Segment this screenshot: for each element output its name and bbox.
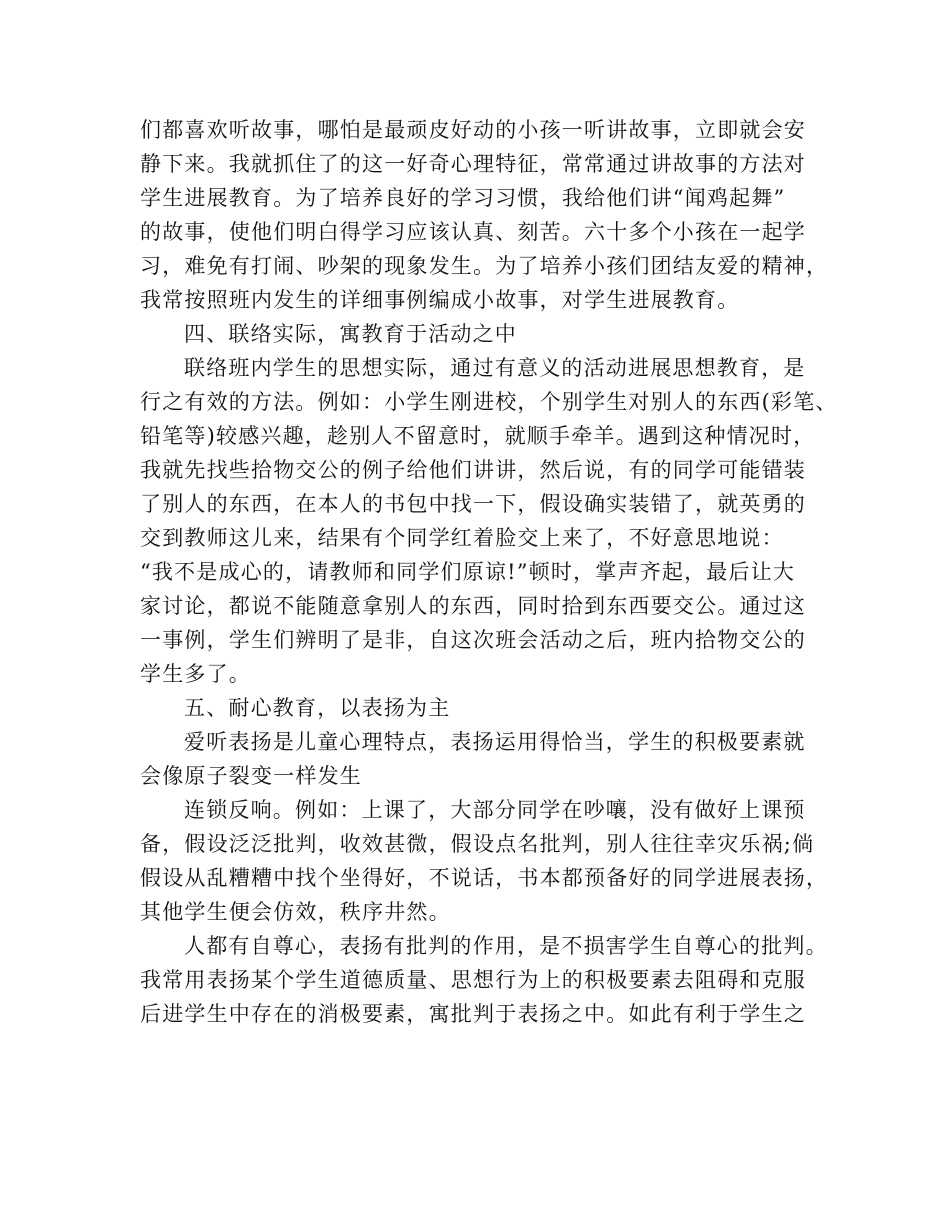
paragraph-line: 学生多了。 — [140, 662, 251, 686]
paragraph-line: 假设从乱糟糟中找个坐得好，不说话，书本都预备好的同学进展表扬， — [140, 866, 829, 890]
paragraph-line: 其他学生便会仿效，秩序井然。 — [140, 900, 451, 924]
section-heading: 五、耐心教育，以表扬为主 — [184, 696, 451, 720]
paragraph-line: “我不是成心的，请教师和同学们原谅!”顿时，掌声齐起，最后让大 — [140, 560, 796, 584]
paragraph-line: 学生进展教育。为了培养良好的学习习惯，我给他们讲“闻鸡起舞” — [140, 186, 786, 210]
paragraph-line: 我常按照班内发生的详细事例编成小故事，对学生进展教育。 — [140, 288, 740, 312]
paragraph-line: 会像原子裂变一样发生 — [140, 764, 362, 788]
paragraph-line: 家讨论，都说不能随意拿别人的东西，同时拾到东西要交公。通过这 — [140, 594, 806, 618]
paragraph-line: 爱听表扬是儿童心理特点，表扬运用得恰当，学生的积极要素就 — [184, 730, 806, 754]
paragraph-line: 们都喜欢听故事，哪怕是最顽皮好动的小孩一听讲故事，立即就会安 — [140, 118, 806, 142]
paragraph-line: 习，难免有打闹、吵架的现象发生。为了培养小孩们团结友爱的精神， — [140, 254, 829, 278]
paragraph-line: 了别人的东西，在本人的书包中找一下，假设确实装错了，就英勇的 — [140, 492, 806, 516]
paragraph-line: 联络班内学生的思想实际，通过有意义的活动进展思想教育，是 — [184, 356, 806, 380]
paragraph-line: 我常用表扬某个学生道德质量、思想行为上的积极要素去阻碍和克服 — [140, 968, 806, 992]
paragraph-line: 铅笔等)较感兴趣，趁别人不留意时，就顺手牵羊。遇到这种情况时， — [140, 424, 816, 448]
paragraph-line: 静下来。我就抓住了的这一好奇心理特征，常常通过讲故事的方法对 — [140, 152, 806, 176]
section-heading: 四、联络实际，寓教育于活动之中 — [184, 322, 517, 346]
paragraph-line: 交到教师这儿来，结果有个同学红着脸交上来了，不好意思地说： — [140, 526, 784, 550]
paragraph-line: 我就先找些拾物交公的例子给他们讲讲，然后说，有的同学可能错装 — [140, 458, 806, 482]
paragraph-line: 一事例，学生们辨明了是非，自这次班会活动之后，班内拾物交公的 — [140, 628, 806, 652]
paragraph-line: 人都有自尊心，表扬有批判的作用，是不损害学生自尊心的批判。 — [184, 934, 828, 958]
paragraph-line: 后进学生中存在的消极要素，寓批判于表扬之中。如此有利于学生之 — [140, 1002, 806, 1026]
paragraph-line: 行之有效的方法。例如：小学生刚进校，个别学生对别人的东西(彩笔、 — [140, 390, 838, 414]
paragraph-line: 备，假设泛泛批判，收效甚微，假设点名批判，别人往往幸灾乐祸;倘 — [140, 832, 815, 856]
paragraph-line: 的故事，使他们明白得学习应该认真、刻苦。六十多个小孩在一起学 — [140, 220, 806, 244]
paragraph-line: 连锁反响。例如：上课了，大部分同学在吵嚷，没有做好上课预 — [184, 798, 806, 822]
